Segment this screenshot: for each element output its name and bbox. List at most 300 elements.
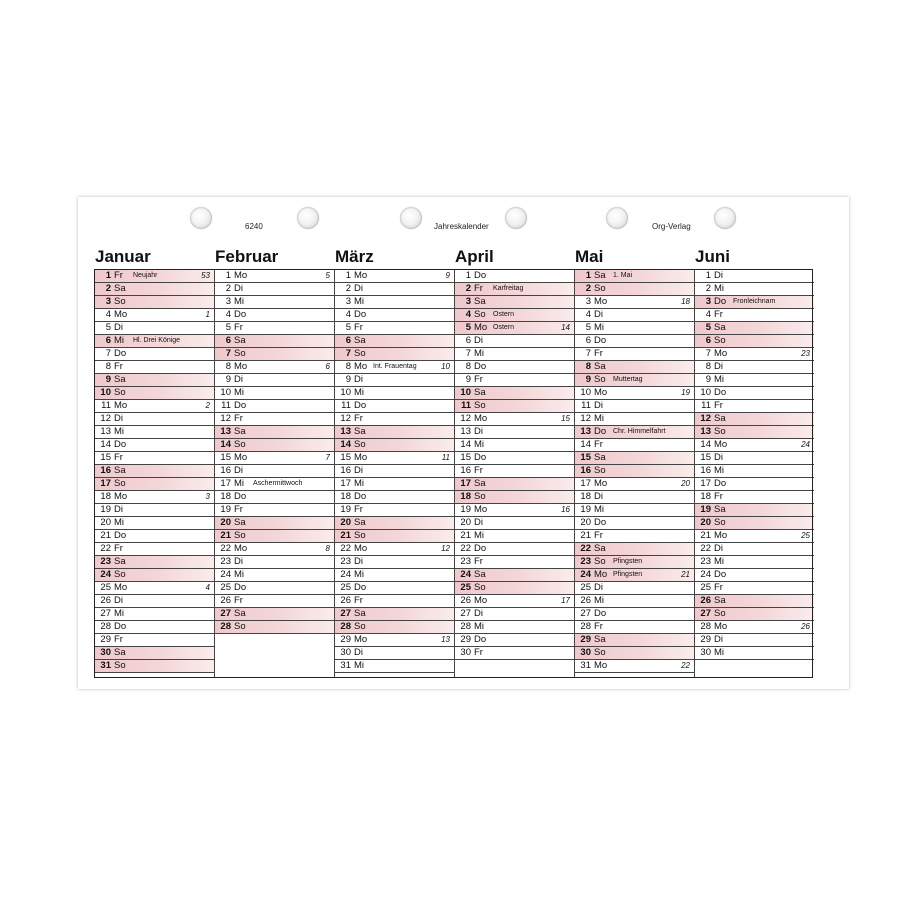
weekday-abbr: Mi <box>594 413 605 424</box>
weekday-abbr: Mi <box>234 478 245 489</box>
day-number: 28 <box>220 621 231 632</box>
weekday-abbr: Do <box>354 400 367 411</box>
weekday-abbr: Mi <box>114 335 125 346</box>
day-number: 26 <box>580 595 591 606</box>
day-number: 23 <box>100 556 111 567</box>
punch-hole-icon <box>297 207 319 229</box>
weekday-abbr: Sa <box>714 504 726 515</box>
weekday-abbr: Mo <box>234 543 248 554</box>
day-number: 14 <box>580 439 591 450</box>
day-number: 23 <box>460 556 471 567</box>
day-number: 25 <box>580 582 591 593</box>
weekday-abbr: Do <box>474 452 487 463</box>
week-number: 25 <box>801 531 810 540</box>
weekday-abbr: Mo <box>594 478 608 489</box>
weekday-abbr: Sa <box>474 387 486 398</box>
week-number: 19 <box>681 388 690 397</box>
publisher-name: Org-Verlag <box>652 222 691 231</box>
day-number: 20 <box>580 517 591 528</box>
month-title: Mai <box>575 247 604 266</box>
day-number: 11 <box>701 400 711 411</box>
day-number: 27 <box>460 608 471 619</box>
weekday-abbr: Mi <box>594 322 605 333</box>
day-number: 24 <box>220 569 231 580</box>
day-number: 7 <box>105 348 111 359</box>
day-number: 26 <box>460 595 471 606</box>
weekday-abbr: Fr <box>714 582 723 593</box>
day-number: 18 <box>220 491 231 502</box>
weekday-abbr: Fr <box>114 452 123 463</box>
day-number: 8 <box>105 361 111 372</box>
weekday-abbr: Sa <box>234 426 246 437</box>
day-number: 8 <box>585 361 591 372</box>
day-number: 2 <box>105 283 111 294</box>
day-number: 29 <box>460 634 471 645</box>
weekday-abbr: Fr <box>234 504 243 515</box>
weekday-abbr: Sa <box>474 478 486 489</box>
weekday-abbr: Sa <box>714 322 726 333</box>
weekday-abbr: Mi <box>594 595 605 606</box>
weekday-abbr: Fr <box>474 374 483 385</box>
day-number: 11 <box>341 400 351 411</box>
day-number: 3 <box>345 296 351 307</box>
week-number: 10 <box>441 362 450 371</box>
holiday-note: Hl. Drei Könige <box>133 337 181 344</box>
day-number: 30 <box>700 647 711 658</box>
weekday-abbr: Mo <box>474 322 488 333</box>
day-number: 2 <box>465 283 471 294</box>
day-number: 23 <box>700 556 711 567</box>
day-number: 19 <box>100 504 111 515</box>
day-number: 10 <box>580 387 591 398</box>
week-number: 21 <box>681 570 690 579</box>
weekday-abbr: Fr <box>594 439 603 450</box>
weekday-abbr: Sa <box>714 413 726 424</box>
weekday-abbr: Do <box>234 309 247 320</box>
day-number: 30 <box>460 647 471 658</box>
day-number: 13 <box>580 426 591 437</box>
weekday-abbr: Fr <box>714 309 723 320</box>
weekday-abbr: Mo <box>474 504 488 515</box>
day-number: 15 <box>700 452 711 463</box>
day-number: 15 <box>340 452 351 463</box>
day-number: 1 <box>705 270 711 281</box>
week-number: 2 <box>205 401 210 410</box>
day-number: 22 <box>340 543 351 554</box>
month-title: Juni <box>695 247 730 266</box>
week-number: 13 <box>441 635 450 644</box>
weekday-abbr: So <box>594 647 606 658</box>
day-number: 8 <box>345 361 351 372</box>
day-number: 21 <box>100 530 111 541</box>
week-number: 15 <box>561 414 570 423</box>
weekday-abbr: Fr <box>474 647 483 658</box>
weekday-abbr: Fr <box>714 400 723 411</box>
day-number: 26 <box>220 595 231 606</box>
weekday-abbr: Sa <box>474 296 486 307</box>
weekday-abbr: Fr <box>114 361 123 372</box>
day-number: 6 <box>345 335 351 346</box>
weekday-abbr: Sa <box>354 517 366 528</box>
holiday-note: 1. Mai <box>613 272 633 279</box>
day-number: 27 <box>220 608 231 619</box>
day-number: 22 <box>220 543 231 554</box>
weekday-abbr: Mi <box>234 569 245 580</box>
weekday-abbr: Di <box>114 504 123 515</box>
day-number: 11 <box>101 400 111 411</box>
week-number: 24 <box>801 440 810 449</box>
weekday-abbr: Mo <box>594 660 608 671</box>
day-number: 3 <box>705 296 711 307</box>
day-number: 4 <box>705 309 711 320</box>
month-title: März <box>335 247 374 266</box>
week-number: 4 <box>205 583 210 592</box>
punch-hole-icon <box>714 207 736 229</box>
weekday-abbr: Di <box>234 465 243 476</box>
day-number: 1 <box>105 270 111 281</box>
weekday-abbr: Sa <box>354 426 366 437</box>
day-number: 1 <box>465 270 471 281</box>
weekday-abbr: So <box>114 387 126 398</box>
weekday-abbr: So <box>354 439 366 450</box>
day-number: 23 <box>580 556 591 567</box>
day-number: 29 <box>580 634 591 645</box>
day-number: 22 <box>460 543 471 554</box>
day-number: 6 <box>465 335 471 346</box>
weekday-abbr: Mi <box>234 296 245 307</box>
weekday-abbr: Do <box>594 517 607 528</box>
day-number: 9 <box>705 374 711 385</box>
day-number: 7 <box>225 348 231 359</box>
weekday-abbr: So <box>474 491 486 502</box>
weekday-abbr: So <box>474 309 486 320</box>
day-number: 25 <box>460 582 471 593</box>
weekday-abbr: Di <box>474 335 483 346</box>
week-number: 11 <box>441 453 450 462</box>
weekday-abbr: So <box>594 556 606 567</box>
weekday-abbr: Sa <box>594 543 606 554</box>
holiday-note: Karfreitag <box>493 285 524 292</box>
weekday-abbr: So <box>234 530 246 541</box>
week-number: 7 <box>325 453 330 462</box>
day-number: 4 <box>105 309 111 320</box>
weekday-abbr: Do <box>714 296 727 307</box>
weekday-abbr: Mi <box>114 608 125 619</box>
day-number: 24 <box>100 569 111 580</box>
month-title: Februar <box>215 247 279 266</box>
day-number: 5 <box>705 322 711 333</box>
weekday-abbr: Fr <box>594 348 603 359</box>
day-number: 31 <box>580 660 591 671</box>
weekday-abbr: So <box>714 335 726 346</box>
month-title: April <box>455 247 494 266</box>
day-number: 12 <box>580 413 591 424</box>
day-number: 4 <box>465 309 471 320</box>
weekday-abbr: Do <box>594 335 607 346</box>
weekday-abbr: Mo <box>114 491 128 502</box>
day-number: 4 <box>225 309 231 320</box>
weekday-abbr: So <box>594 465 606 476</box>
weekday-abbr: So <box>114 478 126 489</box>
day-number: 22 <box>700 543 711 554</box>
weekday-abbr: Do <box>354 309 367 320</box>
weekday-abbr: Di <box>474 517 483 528</box>
weekday-abbr: Do <box>594 608 607 619</box>
weekday-abbr: Sa <box>474 569 486 580</box>
day-number: 1 <box>585 270 591 281</box>
weekday-abbr: Fr <box>354 413 363 424</box>
weekday-abbr: So <box>354 621 366 632</box>
day-number: 10 <box>340 387 351 398</box>
day-number: 18 <box>700 491 711 502</box>
weekday-abbr: Di <box>234 283 243 294</box>
weekday-abbr: Mo <box>594 569 608 580</box>
weekday-abbr: So <box>474 582 486 593</box>
weekday-abbr: Mi <box>594 504 605 515</box>
day-number: 15 <box>220 452 231 463</box>
day-number: 13 <box>340 426 351 437</box>
day-number: 5 <box>345 322 351 333</box>
weekday-abbr: Di <box>594 309 603 320</box>
calendar-grid-frame <box>94 269 813 678</box>
day-number: 21 <box>220 530 231 541</box>
weekday-abbr: Di <box>714 361 723 372</box>
holiday-note: Pfingsten <box>613 558 643 565</box>
weekday-abbr: So <box>594 283 606 294</box>
day-number: 9 <box>345 374 351 385</box>
day-number: 25 <box>700 582 711 593</box>
day-number: 2 <box>345 283 351 294</box>
weekday-abbr: Do <box>114 348 127 359</box>
day-number: 30 <box>340 647 351 658</box>
weekday-abbr: So <box>594 374 606 385</box>
week-number: 9 <box>445 271 450 280</box>
day-number: 9 <box>105 374 111 385</box>
weekday-abbr: Fr <box>114 543 123 554</box>
day-number: 29 <box>100 634 111 645</box>
day-number: 17 <box>460 478 471 489</box>
weekday-abbr: Di <box>114 322 123 333</box>
weekday-abbr: Do <box>354 491 367 502</box>
weekday-abbr: Mo <box>234 452 248 463</box>
day-number: 17 <box>340 478 351 489</box>
day-number: 16 <box>580 465 591 476</box>
week-number: 16 <box>561 505 570 514</box>
day-number: 6 <box>705 335 711 346</box>
weekday-abbr: Mi <box>354 387 365 398</box>
day-number: 18 <box>580 491 591 502</box>
weekday-abbr: Sa <box>114 647 126 658</box>
weekday-abbr: Do <box>474 361 487 372</box>
weekday-abbr: Di <box>354 374 363 385</box>
day-number: 8 <box>705 361 711 372</box>
week-number: 14 <box>561 323 570 332</box>
weekday-abbr: Do <box>474 270 487 281</box>
day-number: 3 <box>105 296 111 307</box>
holiday-note: Fronleichnam <box>733 298 776 305</box>
weekday-abbr: Di <box>234 556 243 567</box>
day-number: 20 <box>100 517 111 528</box>
weekday-abbr: Mo <box>474 413 488 424</box>
weekday-abbr: Mi <box>354 660 365 671</box>
weekday-abbr: Fr <box>234 595 243 606</box>
day-number: 13 <box>460 426 471 437</box>
day-number: 11 <box>581 400 591 411</box>
day-number: 19 <box>700 504 711 515</box>
weekday-abbr: Do <box>114 530 127 541</box>
weekday-abbr: Do <box>234 582 247 593</box>
holiday-note: Muttertag <box>613 376 643 383</box>
day-number: 10 <box>460 387 471 398</box>
weekday-abbr: Di <box>594 400 603 411</box>
weekday-abbr: Sa <box>354 608 366 619</box>
week-number: 20 <box>681 479 690 488</box>
week-number: 53 <box>201 271 210 280</box>
holiday-note: Pfingsten <box>613 571 643 578</box>
weekday-abbr: So <box>354 530 366 541</box>
day-number: 30 <box>580 647 591 658</box>
weekday-abbr: Mi <box>474 621 485 632</box>
day-number: 7 <box>705 348 711 359</box>
weekday-abbr: Di <box>234 374 243 385</box>
day-number: 2 <box>225 283 231 294</box>
day-number: 18 <box>460 491 471 502</box>
day-number: 14 <box>340 439 351 450</box>
day-number: 17 <box>220 478 231 489</box>
day-number: 23 <box>220 556 231 567</box>
day-number: 17 <box>580 478 591 489</box>
weekday-abbr: Fr <box>234 322 243 333</box>
day-number: 26 <box>340 595 351 606</box>
weekday-abbr: Fr <box>474 465 483 476</box>
holiday-note: Int. Frauentag <box>373 363 417 370</box>
day-number: 28 <box>460 621 471 632</box>
weekday-abbr: Do <box>714 478 727 489</box>
day-number: 24 <box>700 569 711 580</box>
day-number: 17 <box>700 478 711 489</box>
day-number: 23 <box>340 556 351 567</box>
day-number: 8 <box>465 361 471 372</box>
weekday-abbr: Mo <box>354 270 368 281</box>
day-number: 10 <box>700 387 711 398</box>
day-number: 15 <box>460 452 471 463</box>
weekday-abbr: Fr <box>234 413 243 424</box>
day-number: 24 <box>580 569 591 580</box>
day-number: 7 <box>585 348 591 359</box>
weekday-abbr: Mi <box>114 517 125 528</box>
weekday-abbr: Mi <box>354 478 365 489</box>
day-number: 22 <box>100 543 111 554</box>
weekday-abbr: Mo <box>354 634 368 645</box>
day-number: 29 <box>700 634 711 645</box>
weekday-abbr: Sa <box>114 283 126 294</box>
day-number: 19 <box>580 504 591 515</box>
weekday-abbr: Fr <box>354 322 363 333</box>
weekday-abbr: Mi <box>714 647 725 658</box>
weekday-abbr: Mo <box>474 595 488 606</box>
weekday-abbr: So <box>114 296 126 307</box>
day-number: 1 <box>345 270 351 281</box>
weekday-abbr: Mo <box>234 270 248 281</box>
weekday-abbr: Mi <box>474 439 485 450</box>
weekday-abbr: Sa <box>234 517 246 528</box>
day-number: 12 <box>220 413 231 424</box>
weekday-abbr: Do <box>114 439 127 450</box>
day-number: 18 <box>100 491 111 502</box>
holiday-note: Ostern <box>493 311 515 318</box>
holiday-note: Ostern <box>493 324 515 331</box>
weekday-abbr: Mo <box>354 543 368 554</box>
weekday-abbr: Mo <box>714 621 728 632</box>
weekday-abbr: Do <box>714 387 727 398</box>
weekday-abbr: Mi <box>474 348 485 359</box>
day-number: 31 <box>340 660 351 671</box>
day-number: 3 <box>585 296 591 307</box>
weekday-abbr: Sa <box>114 556 126 567</box>
weekday-abbr: Di <box>354 556 363 567</box>
weekday-abbr: Sa <box>594 361 606 372</box>
day-number: 21 <box>340 530 351 541</box>
weekday-abbr: Mo <box>714 530 728 541</box>
day-number: 16 <box>220 465 231 476</box>
day-number: 21 <box>580 530 591 541</box>
weekday-abbr: Di <box>474 608 483 619</box>
weekday-abbr: Mi <box>714 283 725 294</box>
day-number: 5 <box>465 322 471 333</box>
weekday-abbr: So <box>234 621 246 632</box>
weekday-abbr: Di <box>714 452 723 463</box>
weekday-abbr: Mi <box>714 374 725 385</box>
weekday-abbr: Mi <box>234 387 245 398</box>
weekday-abbr: Sa <box>594 634 606 645</box>
day-number: 11 <box>221 400 231 411</box>
weekday-abbr: Mo <box>114 400 128 411</box>
weekday-abbr: Mo <box>114 309 128 320</box>
day-number: 16 <box>460 465 471 476</box>
weekday-abbr: Fr <box>594 621 603 632</box>
weekday-abbr: Mi <box>354 296 365 307</box>
weekday-abbr: Di <box>474 426 483 437</box>
day-number: 16 <box>100 465 111 476</box>
weekday-abbr: Mo <box>714 348 728 359</box>
weekday-abbr: So <box>114 569 126 580</box>
weekday-abbr: Do <box>234 491 247 502</box>
weekday-abbr: Fr <box>714 491 723 502</box>
weekday-abbr: Fr <box>354 595 363 606</box>
weekday-abbr: Mo <box>594 387 608 398</box>
weekday-abbr: Fr <box>474 283 483 294</box>
weekday-abbr: So <box>474 400 486 411</box>
weekday-abbr: Mo <box>714 439 728 450</box>
day-number: 5 <box>225 322 231 333</box>
day-number: 5 <box>105 322 111 333</box>
day-number: 16 <box>340 465 351 476</box>
weekday-abbr: Sa <box>114 374 126 385</box>
weekday-abbr: So <box>714 608 726 619</box>
weekday-abbr: Sa <box>594 452 606 463</box>
day-number: 13 <box>220 426 231 437</box>
day-number: 9 <box>225 374 231 385</box>
weekday-abbr: Mi <box>474 530 485 541</box>
weekday-abbr: Di <box>354 647 363 658</box>
weekday-abbr: Sa <box>714 595 726 606</box>
day-number: 20 <box>220 517 231 528</box>
day-number: 6 <box>225 335 231 346</box>
day-number: 20 <box>700 517 711 528</box>
weekday-abbr: Sa <box>234 335 246 346</box>
week-number: 8 <box>325 544 330 553</box>
day-number: 14 <box>460 439 471 450</box>
